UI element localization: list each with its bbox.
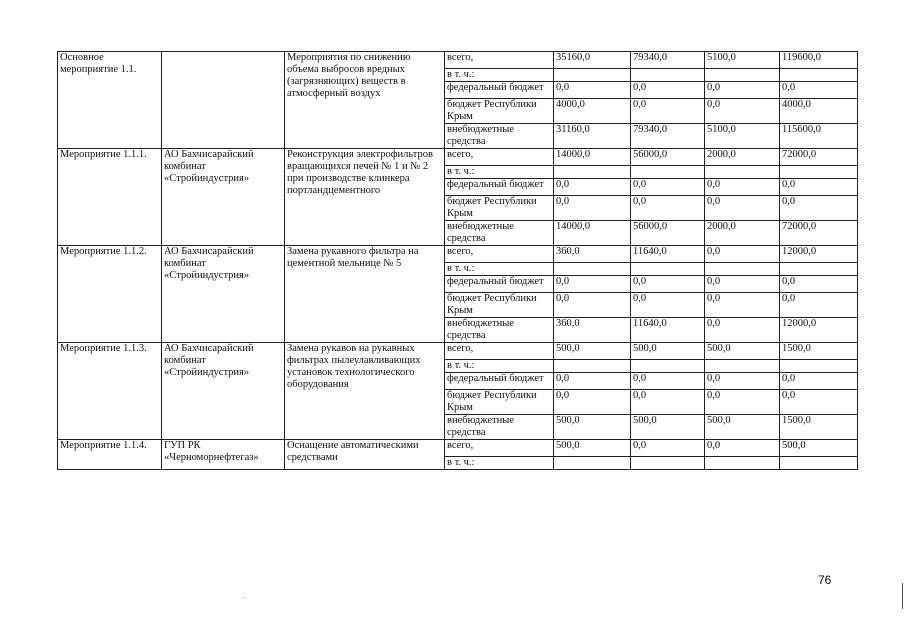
amount-cell bbox=[554, 166, 631, 179]
amount-cell: 0,0 bbox=[631, 373, 705, 390]
amount-cell: 72000,0 bbox=[780, 149, 858, 166]
table-row bbox=[58, 343, 858, 360]
amount-cell: 0,0 bbox=[554, 196, 631, 221]
amount-cell: 0,0 bbox=[554, 82, 631, 99]
amount-cell: 5100,0 bbox=[705, 124, 780, 149]
amount-cell bbox=[780, 457, 858, 470]
amount-cell: 79340,0 bbox=[631, 124, 705, 149]
description-cell: Мероприятия по снижению объема выбросов вредных (загрязняющих) веществ в атмосферный воздух bbox=[285, 52, 445, 149]
amount-cell bbox=[631, 360, 705, 373]
amount-cell: 0,0 bbox=[554, 390, 631, 415]
amount-cell: 0,0 bbox=[631, 196, 705, 221]
page-number: 76 bbox=[818, 573, 832, 587]
amount-cell bbox=[780, 166, 858, 179]
amount-cell: 0,0 bbox=[705, 390, 780, 415]
amount-cell bbox=[554, 69, 631, 82]
funding-source-cell: бюджет Республики Крым bbox=[445, 390, 554, 415]
executor-cell: ГУП РК «Черноморнефтегаз» bbox=[162, 440, 285, 470]
amount-cell: 35160,0 bbox=[554, 52, 631, 69]
funding-source-cell: внебюджетные средства bbox=[445, 415, 554, 440]
amount-cell bbox=[705, 166, 780, 179]
funding-source-cell: всего, bbox=[445, 52, 554, 69]
measure-name-cell: Мероприятие 1.1.2. bbox=[58, 246, 162, 343]
amount-cell: 500,0 bbox=[554, 343, 631, 360]
amount-cell: 0,0 bbox=[554, 276, 631, 293]
amount-cell: 31160,0 bbox=[554, 124, 631, 149]
amount-cell: 119600,0 bbox=[780, 52, 858, 69]
scan-speck bbox=[244, 597, 245, 598]
amount-cell: 0,0 bbox=[780, 390, 858, 415]
funding-source-cell: бюджет Республики Крым bbox=[445, 99, 554, 124]
amount-cell: 4000,0 bbox=[780, 99, 858, 124]
amount-cell: 0,0 bbox=[705, 373, 780, 390]
table-row bbox=[58, 52, 858, 69]
amount-cell: 11640,0 bbox=[631, 318, 705, 343]
description-cell: Реконструкция электрофильтров вращающихся печей № 1 и № 2 при производстве клинкера портландцементного bbox=[285, 149, 445, 246]
funding-source-cell: в т. ч.: bbox=[445, 263, 554, 276]
amount-cell: 14000,0 bbox=[554, 149, 631, 166]
amount-cell: 0,0 bbox=[631, 82, 705, 99]
measure-name-cell: Основное мероприятие 1.1. bbox=[58, 52, 162, 149]
funding-source-cell: внебюджетные средства bbox=[445, 124, 554, 149]
amount-cell bbox=[705, 69, 780, 82]
amount-cell: 0,0 bbox=[705, 318, 780, 343]
amount-cell bbox=[554, 360, 631, 373]
amount-cell: 115600,0 bbox=[780, 124, 858, 149]
amount-cell: 56000,0 bbox=[631, 221, 705, 246]
amount-cell: 0,0 bbox=[705, 179, 780, 196]
amount-cell: 0,0 bbox=[705, 82, 780, 99]
amount-cell: 0,0 bbox=[780, 373, 858, 390]
funding-source-cell: внебюджетные средства bbox=[445, 318, 554, 343]
measure-name-cell: Мероприятие 1.1.3. bbox=[58, 343, 162, 440]
measure-name-cell: Мероприятие 1.1.4. bbox=[58, 440, 162, 470]
amount-cell: 500,0 bbox=[554, 440, 631, 457]
funding-source-cell: в т. ч.: bbox=[445, 69, 554, 82]
funding-source-cell: федеральный бюджет bbox=[445, 82, 554, 99]
amount-cell: 0,0 bbox=[705, 196, 780, 221]
description-cell: Замена рукавов на рукавных фильтрах пылеулавливающих установок технологического оборудования bbox=[285, 343, 445, 440]
amount-cell: 0,0 bbox=[554, 293, 631, 318]
measure-name-cell: Мероприятие 1.1.1. bbox=[58, 149, 162, 246]
amount-cell: 0,0 bbox=[705, 246, 780, 263]
amount-cell: 500,0 bbox=[780, 440, 858, 457]
funding-source-cell: всего, bbox=[445, 246, 554, 263]
amount-cell: 500,0 bbox=[705, 415, 780, 440]
table-row bbox=[58, 246, 858, 263]
amount-cell bbox=[705, 457, 780, 470]
amount-cell: 1500,0 bbox=[780, 343, 858, 360]
amount-cell: 2000,0 bbox=[705, 149, 780, 166]
amount-cell: 56000,0 bbox=[631, 149, 705, 166]
amount-cell: 0,0 bbox=[780, 293, 858, 318]
description-cell: Замена рукавного фильтра на цементной мельнице № 5 bbox=[285, 246, 445, 343]
scan-margin-line bbox=[902, 583, 903, 609]
amount-cell: 0,0 bbox=[705, 293, 780, 318]
funding-source-cell: всего, bbox=[445, 149, 554, 166]
amount-cell: 0,0 bbox=[780, 276, 858, 293]
amount-cell: 2000,0 bbox=[705, 221, 780, 246]
amount-cell: 0,0 bbox=[631, 390, 705, 415]
amount-cell: 0,0 bbox=[631, 179, 705, 196]
amount-cell: 500,0 bbox=[631, 415, 705, 440]
amount-cell bbox=[631, 166, 705, 179]
table-row bbox=[58, 149, 858, 166]
amount-cell: 12000,0 bbox=[780, 246, 858, 263]
amount-cell: 500,0 bbox=[705, 343, 780, 360]
amount-cell: 0,0 bbox=[780, 82, 858, 99]
amount-cell: 0,0 bbox=[631, 276, 705, 293]
amount-cell: 79340,0 bbox=[631, 52, 705, 69]
funding-source-cell: федеральный бюджет bbox=[445, 276, 554, 293]
table-row bbox=[58, 440, 858, 457]
amount-cell bbox=[631, 263, 705, 276]
funding-source-cell: всего, bbox=[445, 343, 554, 360]
executor-cell: АО Бахчисарайский комбинат «Стройиндустрия» bbox=[162, 343, 285, 440]
funding-source-cell: бюджет Республики Крым bbox=[445, 196, 554, 221]
amount-cell: 0,0 bbox=[705, 276, 780, 293]
amount-cell: 0,0 bbox=[554, 179, 631, 196]
amount-cell: 360,0 bbox=[554, 246, 631, 263]
amount-cell: 4000,0 bbox=[554, 99, 631, 124]
amount-cell: 72000,0 bbox=[780, 221, 858, 246]
amount-cell: 500,0 bbox=[631, 343, 705, 360]
funding-source-cell: в т. ч.: bbox=[445, 166, 554, 179]
funding-source-cell: в т. ч.: bbox=[445, 457, 554, 470]
amount-cell: 11640,0 bbox=[631, 246, 705, 263]
amount-cell: 360,0 bbox=[554, 318, 631, 343]
amount-cell bbox=[705, 263, 780, 276]
amount-cell bbox=[780, 263, 858, 276]
description-cell: Оснащение автоматическими средствами bbox=[285, 440, 445, 470]
amount-cell: 0,0 bbox=[631, 99, 705, 124]
amount-cell bbox=[705, 360, 780, 373]
executor-cell bbox=[162, 52, 285, 149]
funding-source-cell: федеральный бюджет bbox=[445, 373, 554, 390]
funding-source-cell: федеральный бюджет bbox=[445, 179, 554, 196]
financing-table bbox=[57, 51, 858, 470]
amount-cell bbox=[780, 69, 858, 82]
executor-cell: АО Бахчисарайский комбинат «Стройиндустрия» bbox=[162, 246, 285, 343]
amount-cell: 500,0 bbox=[554, 415, 631, 440]
amount-cell bbox=[631, 69, 705, 82]
amount-cell bbox=[554, 263, 631, 276]
executor-cell: АО Бахчисарайский комбинат «Стройиндустрия» bbox=[162, 149, 285, 246]
amount-cell: 1500,0 bbox=[780, 415, 858, 440]
funding-source-cell: всего, bbox=[445, 440, 554, 457]
amount-cell bbox=[780, 360, 858, 373]
funding-source-cell: внебюджетные средства bbox=[445, 221, 554, 246]
funding-source-cell: бюджет Республики Крым bbox=[445, 293, 554, 318]
amount-cell bbox=[554, 457, 631, 470]
amount-cell bbox=[631, 457, 705, 470]
amount-cell: 0,0 bbox=[705, 440, 780, 457]
amount-cell: 14000,0 bbox=[554, 221, 631, 246]
amount-cell: 0,0 bbox=[631, 293, 705, 318]
amount-cell: 0,0 bbox=[554, 373, 631, 390]
amount-cell: 0,0 bbox=[705, 99, 780, 124]
amount-cell: 0,0 bbox=[780, 179, 858, 196]
amount-cell: 0,0 bbox=[631, 440, 705, 457]
funding-source-cell: в т. ч.: bbox=[445, 360, 554, 373]
amount-cell: 0,0 bbox=[780, 196, 858, 221]
amount-cell: 12000,0 bbox=[780, 318, 858, 343]
amount-cell: 5100,0 bbox=[705, 52, 780, 69]
